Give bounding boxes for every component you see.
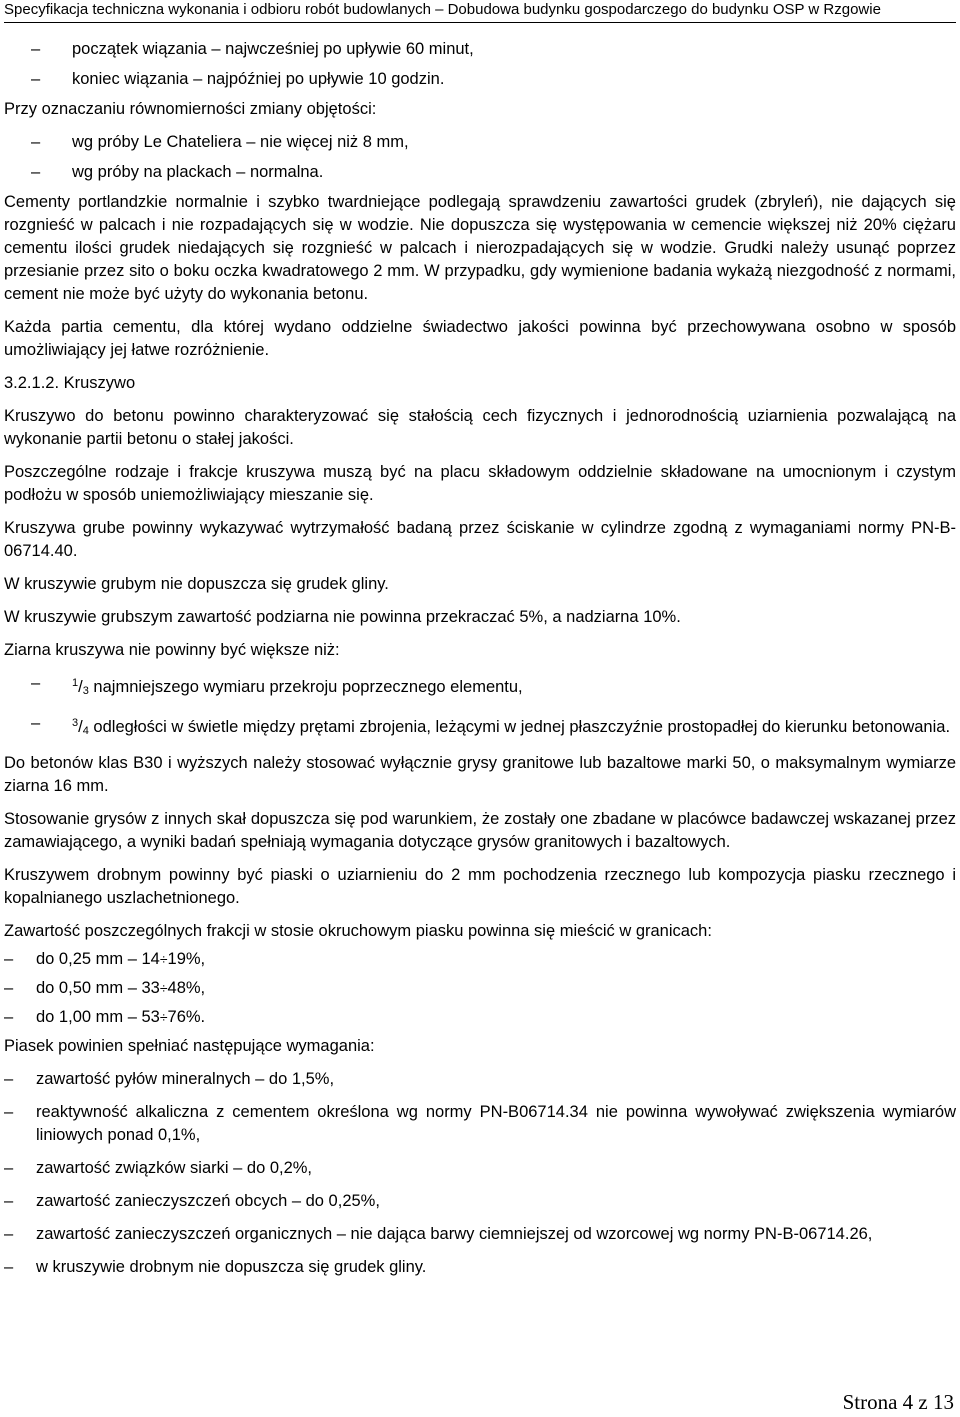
- page-number: Strona 4 z 13: [842, 1390, 954, 1414]
- list-item: – reaktywność alkaliczna z cementem określona wg normy PN-B06714.34 nie powinna wywoływać zwiększenia wymiarów liniowych ponad 0,1%,: [4, 1103, 956, 1144]
- dash-bullet: –: [31, 133, 41, 151]
- fraction: $^3/_4$: [72, 717, 89, 737]
- division-sign: ÷: [159, 1009, 168, 1025]
- dash-bullet: –: [4, 950, 14, 968]
- paragraph-sand: Piasek powinien spełniać następujące wymagania:: [4, 1037, 375, 1055]
- paragraph-b30: Do betonów klas B30 i wyższych należy stosować wyłącznie grysy granitowe lub bazaltowe marki 50, o maksymalnym wymiarze ziarna 16 mm.: [4, 754, 956, 795]
- fraction: $^1/_3$: [72, 677, 89, 697]
- list-item: – do 1,00 mm – 53÷76%.: [4, 1006, 956, 1029]
- list-item: – zawartość pyłów mineralnych – do 1,5%,: [4, 1068, 956, 1091]
- list-item: – do 0,25 mm – 14÷19%,: [4, 948, 956, 971]
- dash-bullet: –: [4, 1192, 14, 1210]
- list-item: – $^3/_4$ odległości w świetle między prętami zbrojenia, leżącymi w jednej płaszczyźnie prostopadłej do kierunku betonowania.: [31, 714, 951, 737]
- list-item: – zawartość zanieczyszczeń organicznych – nie dająca barwy ciemniejszej od wzorcowej wg normy PN-B-06714.26,: [4, 1223, 956, 1246]
- paragraph-coarse: Kruszywa grube powinny wykazywać wytrzymałość badaną przez ściskanie w cylindrze zgodną z wymaganiami normy PN-B-06714.40.: [4, 519, 956, 560]
- dash-bullet: –: [31, 70, 41, 88]
- paragraph-aggregate: Kruszywo do betonu powinno charakteryzować się stałością cech fizycznych i jednorodnością uziarnienia pozwalającą na wykonanie partii betonu o stałej jakości.: [4, 407, 956, 448]
- paragraph-fine: Kruszywem drobnym powinny być piaski o uziarnieniu do 2 mm pochodzenia rzecznego lub kompozycja piasku rzecznego i kopalnianego uszlachetnionego.: [4, 866, 956, 907]
- division-sign: ÷: [159, 980, 168, 996]
- paragraph-other-rocks: Stosowanie grysów z innych skał dopuszcza się pod warunkiem, że zostały one zbadane w placówce badawczej wskazanej przez zamawiającego, a wyniki badań spełniają wymagania dotyczące grysów granitowych i bazaltowych.: [4, 810, 956, 851]
- list-item: – początek wiązania – najwcześniej po upływie 60 minut,: [4, 38, 956, 61]
- list-item: – zawartość zanieczyszczeń obcych – do 0,25%,: [4, 1190, 956, 1213]
- dash-bullet: –: [4, 1070, 14, 1088]
- dash-bullet: –: [31, 163, 41, 181]
- paragraph-coarser: W kruszywie grubszym zawartość podziarna nie powinna przekraczać 5%, a nadziarna 10%.: [4, 608, 681, 626]
- list-item: – koniec wiązania – najpóźniej po upływie 10 godzin.: [4, 68, 956, 91]
- dash-bullet: –: [4, 1103, 14, 1121]
- section-heading: 3.2.1.2. Kruszywo: [4, 374, 136, 392]
- dash-bullet: –: [31, 674, 41, 692]
- list-item: – do 0,50 mm – 33÷48%,: [4, 977, 956, 1000]
- list-item: – wg próby Le Chateliera – nie więcej niż 8 mm,: [4, 131, 956, 154]
- dash-bullet: –: [4, 1008, 14, 1026]
- dash-bullet: –: [31, 40, 41, 58]
- dash-bullet: –: [4, 1159, 14, 1177]
- paragraph-batch: Każda partia cementu, dla której wydano oddzielne świadectwo jakości powinna być przechowywana osobno w sposób umożliwiający jej łatwe rozróżnienie.: [4, 318, 956, 359]
- paragraph-grains: Ziarna kruszywa nie powinny być większe niż:: [4, 641, 340, 659]
- dash-bullet: –: [4, 1225, 14, 1243]
- dash-bullet: –: [4, 979, 14, 997]
- paragraph-cements: Cementy portlandzkie normalnie i szybko twardniejące podlegają sprawdzeniu zawartości grudek (zbryleń), nie dających się rozgnieść w palcach i nie rozpadających się w wodzie. Nie dopuszcza się występowania w cemencie większej niż 20% ciężaru cementu ilości grudek niedających się rozgnieść w palcach i nierozpadających się w wodzie. Grudki należy usunąć poprzez przesianie przez sito o boku oczka kwadratowego 2 mm. W przypadku, gdy wymienione badania wykażą niezgodność z normami, cement nie może być użyty do wykonania betonu.: [4, 193, 956, 303]
- division-sign: ÷: [159, 951, 168, 967]
- paragraph-types: Poszczególne rodzaje i frakcje kruszywa muszą być na placu składowym oddzielnie składowane na umocnionym i czystym podłożu w sposób uniemożliwiający mieszanie się.: [4, 463, 956, 504]
- dash-bullet: –: [4, 1258, 14, 1276]
- list-item: – $^1/_3$ najmniejszego wymiaru przekroju poprzecznego elementu,: [31, 674, 523, 697]
- header-title: Specyfikacja techniczna wykonania i odbioru robót budowlanych – Dobudowa budynku gospodarczego do budynku OSP w Rzgowie: [4, 1, 881, 18]
- paragraph-volume: Przy oznaczaniu równomierności zmiany objętości:: [4, 100, 377, 118]
- paragraph-fractions: Zawartość poszczególnych frakcji w stosie okruchowym piasku powinna się mieścić w granicach:: [4, 922, 712, 940]
- page-header: [4, 0, 956, 23]
- list-item: – zawartość związków siarki – do 0,2%,: [4, 1157, 956, 1180]
- list-item: – wg próby na plackach – normalna.: [4, 161, 956, 184]
- document-body: [4, 38, 956, 1289]
- paragraph-clay: W kruszywie grubym nie dopuszcza się grudek gliny.: [4, 575, 389, 593]
- list-item: – w kruszywie drobnym nie dopuszcza się grudek gliny.: [4, 1256, 956, 1279]
- dash-bullet: –: [31, 714, 41, 732]
